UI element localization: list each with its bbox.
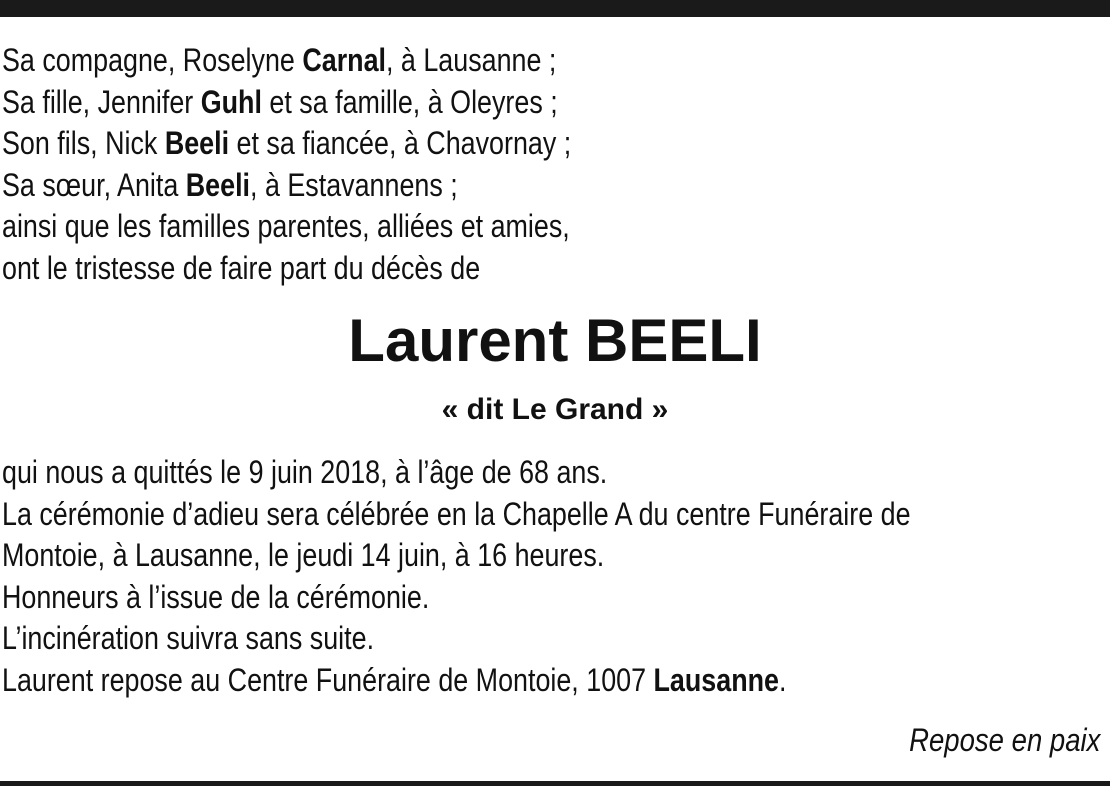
family-name: Guhl — [200, 83, 262, 120]
detail-line-ceremony-place-time: Montoie, à Lausanne, le jeudi 14 juin, à 16 heures. — [2, 537, 605, 573]
family-announcement — [2, 40, 926, 289]
detail-line-passing: qui nous a quittés le 9 juin 2018, à l’âge de 68 ans. — [2, 454, 608, 490]
line-text: Sa fille, Jennifer — [2, 83, 201, 120]
line-text: . — [778, 661, 787, 698]
deceased-name: Laurent BEELI — [348, 307, 762, 374]
line-text: Laurent repose au Centre Funéraire de Montoie, 1007 — [2, 661, 654, 698]
deceased-nickname: « dit Le Grand » — [441, 393, 669, 426]
announcement-line-sister — [2, 165, 926, 207]
closing-phrase: Repose en paix — [908, 722, 1100, 758]
announcement-line-companion — [2, 40, 926, 82]
line-text: Sa compagne, Roselyne — [2, 42, 303, 78]
announcement-line-sorrow: ont le tristesse de faire part du décès de — [2, 249, 481, 286]
line-text: , à Lausanne ; — [385, 42, 557, 78]
announcement-line-families: ainsi que les familles parentes, alliées et amies, — [2, 208, 570, 244]
line-text: et sa famille, à Oleyres ; — [261, 83, 558, 120]
family-name: Beeli — [164, 125, 230, 161]
family-name: Beeli — [185, 166, 251, 203]
bottom-rule — [0, 781, 1110, 786]
line-text: Son fils, Nick — [2, 125, 165, 161]
line-text: , à Estavannens ; — [250, 166, 458, 203]
announcement-line-daughter — [2, 82, 926, 124]
top-black-bar — [0, 0, 1110, 17]
family-name: Carnal — [302, 42, 386, 78]
announcement-line-son — [2, 123, 926, 165]
detail-line-cremation: L’incinération suivra sans suite. — [2, 620, 375, 656]
city-name: Lausanne — [653, 661, 779, 698]
detail-line-resting-place — [2, 660, 1110, 702]
detail-line-honours: Honneurs à l’issue de la cérémonie. — [2, 578, 430, 615]
detail-line-ceremony: La cérémonie d’adieu sera célébrée en la Chapelle A du centre Funéraire de — [2, 495, 911, 532]
ceremony-details — [2, 452, 1110, 701]
line-text: et sa fiancée, à Chavornay ; — [229, 125, 572, 161]
line-text: Sa sœur, Anita — [2, 166, 186, 203]
